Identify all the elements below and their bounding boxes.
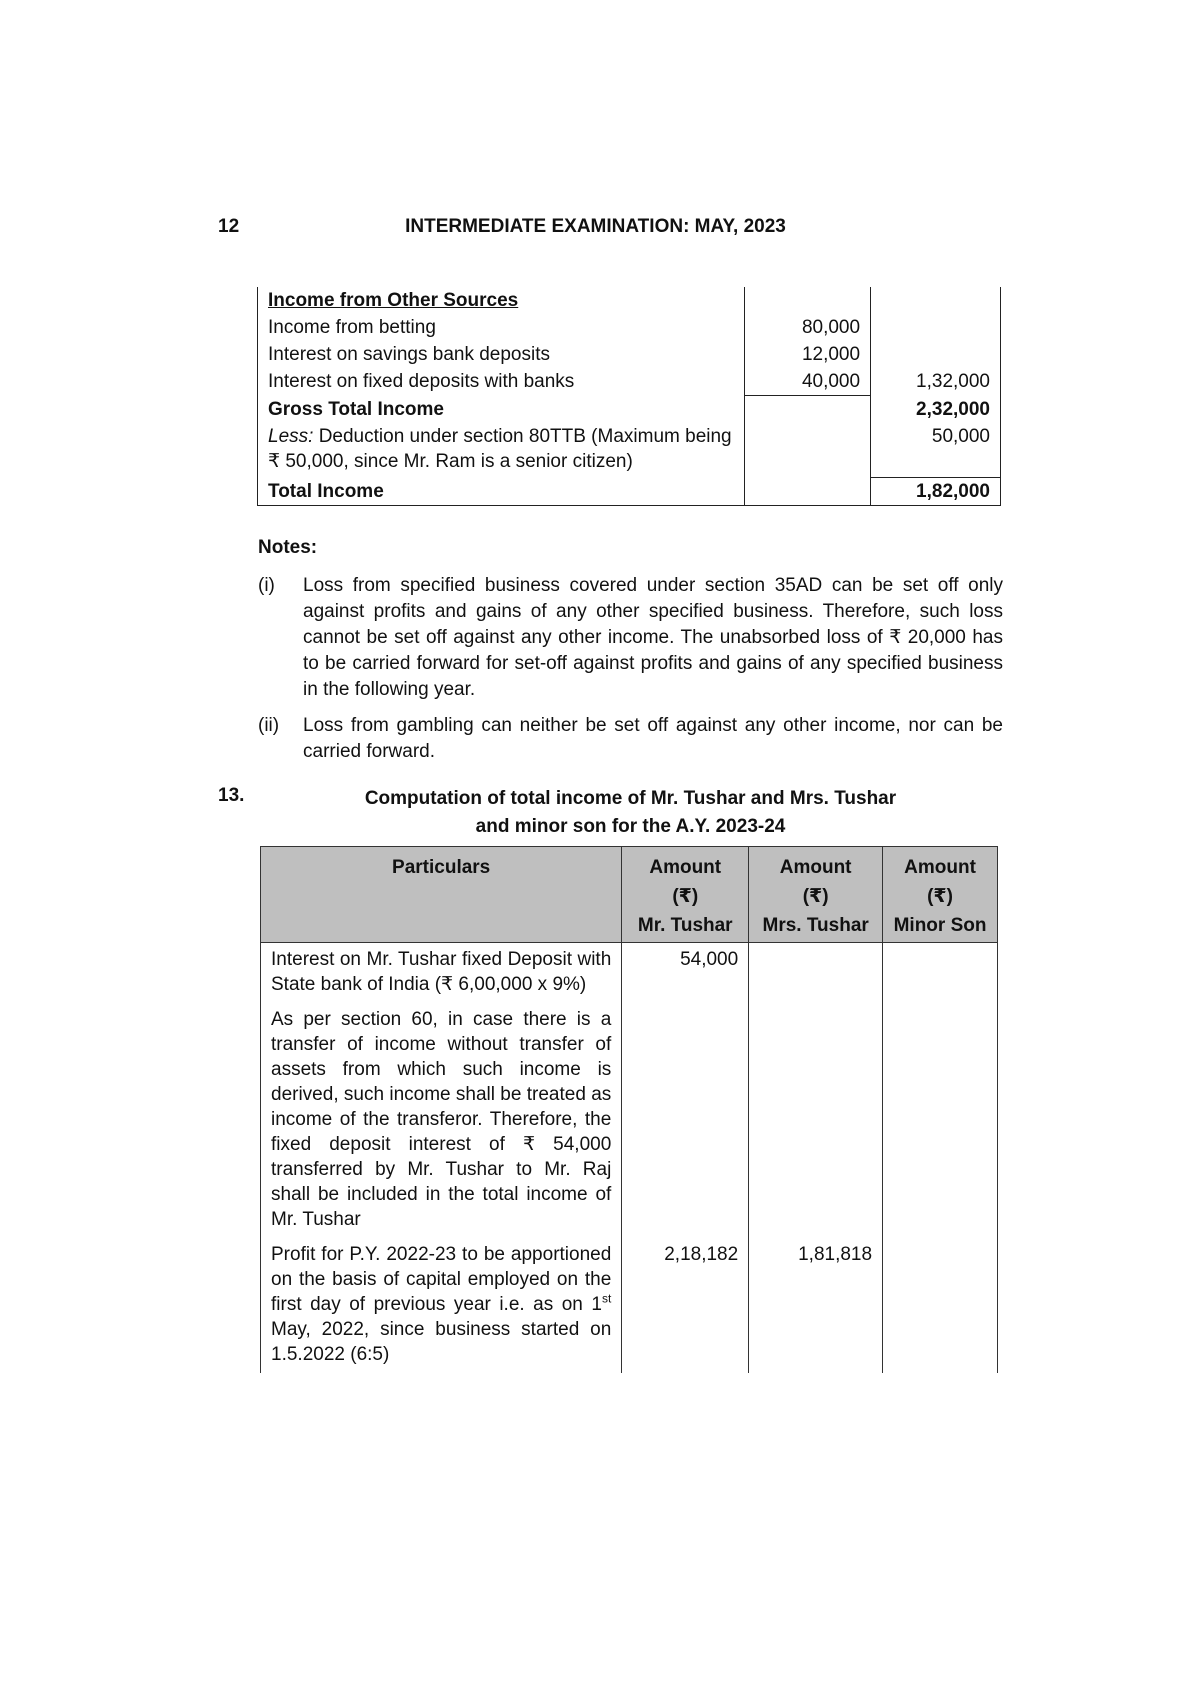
table-row	[261, 943, 998, 1004]
notes-title: Notes:	[258, 537, 318, 558]
note-text: Loss from specified business covered under section 35AD can be set off only against profits and gains of any other specified business. Therefore, such loss cannot be set off against any other income. The unabsorbed loss of ₹ 20,000 has to be carried forward for set-off against profits and gains of any specified business in the following year.	[303, 575, 1003, 700]
question-title: Computation of total income of Mr. Tushar and Mrs. Tushar and minor son for the A.Y. 2023-24	[364, 788, 897, 837]
row-label: Income from betting	[258, 314, 745, 341]
particulars-cell: As per section 60, in case there is a transfer of income without transfer of assets from which such income is derived, such income shall be treated as income of the transferor. Therefore, the fixed deposit interest of ₹ 54,000 transferred by Mr. Tushar to Mr. Raj shall be included in the total income of Mr. Tushar	[261, 1003, 622, 1238]
table-row	[258, 423, 1001, 478]
deduction-label: Less: Deduction under section 80TTB (Maximum being ₹ 50,000, since Mr. Ram is a senior citizen)	[258, 423, 745, 478]
total-income-label: Total Income	[258, 478, 745, 506]
page-number: 12	[218, 216, 240, 237]
particulars-cell: Interest on Mr. Tushar fixed Deposit with State bank of India (₹ 6,00,000 x 9%)	[261, 943, 622, 1004]
table-row	[261, 1238, 998, 1373]
particulars-cell: Profit for P.Y. 2022-23 to be apportioned on the basis of capital employed on the first day of previous year i.e. as on 1st May, 2022, since business started on 1.5.2022 (6:5)	[261, 1238, 622, 1373]
row-amount: 12,000	[745, 341, 871, 368]
income-table	[257, 287, 1001, 506]
row-total	[871, 341, 1001, 368]
deduction-value: 50,000	[871, 423, 1001, 478]
table-row	[258, 478, 1001, 506]
gross-total-value: 2,32,000	[871, 396, 1001, 423]
note-item	[258, 713, 1003, 765]
computation-table	[260, 846, 998, 1373]
header-mrs-tushar: Amount (₹) Mrs. Tushar	[749, 847, 883, 943]
mr-tushar-cell: 2,18,182	[622, 1238, 749, 1373]
table-header-row	[261, 847, 998, 943]
table-row	[261, 1003, 998, 1238]
header-particulars: Particulars	[261, 847, 622, 943]
note-text: Loss from gambling can neither be set off against any other income, nor can be carried forward.	[303, 715, 1003, 762]
page-header: INTERMEDIATE EXAMINATION: MAY, 2023	[405, 216, 786, 237]
minor-son-cell	[883, 1238, 998, 1373]
mrs-tushar-cell: 1,81,818	[749, 1238, 883, 1373]
mr-tushar-cell	[622, 1003, 749, 1238]
row-amount: 40,000	[745, 368, 871, 396]
row-label: Interest on savings bank deposits	[258, 341, 745, 368]
header-minor-son: Amount (₹) Minor Son	[883, 847, 998, 943]
mr-tushar-cell: 54,000	[622, 943, 749, 1004]
note-item	[258, 573, 1003, 703]
row-total: 1,32,000	[871, 368, 1001, 396]
mrs-tushar-cell	[749, 943, 883, 1004]
question-number: 13.	[218, 785, 245, 806]
section-heading: Income from Other Sources	[258, 287, 745, 314]
table-row	[258, 396, 1001, 423]
minor-son-cell	[883, 1003, 998, 1238]
note-number: (i)	[258, 575, 275, 596]
row-total	[871, 314, 1001, 341]
row-amount: 80,000	[745, 314, 871, 341]
gross-total-label: Gross Total Income	[258, 396, 745, 423]
note-number: (ii)	[258, 715, 280, 736]
table-row	[258, 287, 1001, 314]
row-label: Interest on fixed deposits with banks	[258, 368, 745, 396]
table-row	[258, 368, 1001, 396]
mrs-tushar-cell	[749, 1003, 883, 1238]
table-row	[258, 341, 1001, 368]
header-mr-tushar: Amount (₹) Mr. Tushar	[622, 847, 749, 943]
table-row	[258, 314, 1001, 341]
minor-son-cell	[883, 943, 998, 1004]
total-income-value: 1,82,000	[871, 478, 1001, 506]
